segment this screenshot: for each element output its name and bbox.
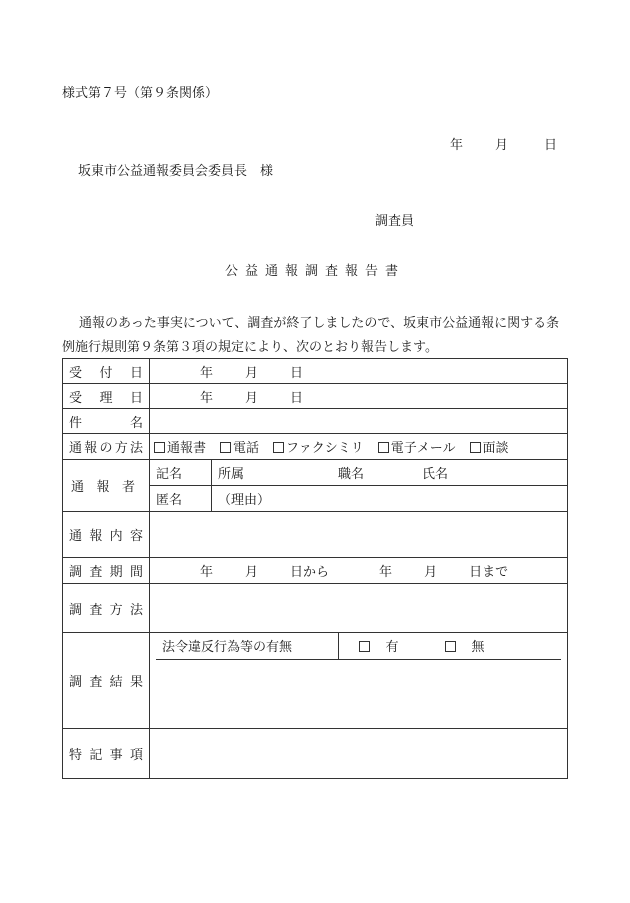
violation-yes[interactable]: 有 — [359, 640, 399, 655]
method-option-interview[interactable]: 面談 — [470, 441, 509, 456]
violation-question: 法令違反行為等の有無 — [156, 633, 338, 659]
violation-options — [338, 633, 561, 659]
named-fields[interactable]: 所属 職名 氏名 — [212, 460, 568, 486]
date-day: 日 — [544, 138, 558, 153]
notes-field[interactable] — [150, 729, 568, 779]
notes-label: 特記事項 — [63, 729, 150, 779]
subject-field[interactable] — [150, 409, 568, 434]
investigator-label: 調査員 — [375, 214, 415, 229]
row-result — [63, 633, 568, 729]
accepted-date[interactable]: 年 月 日 — [150, 384, 568, 409]
document-title: 公益通報調査報告書 — [224, 264, 405, 279]
subject-label: 件名 — [63, 409, 150, 434]
report-table — [62, 358, 568, 779]
checkbox-icon[interactable] — [445, 641, 456, 652]
form-number: 様式第７号（第９条関係） — [62, 86, 219, 101]
result-detail-field[interactable] — [156, 659, 561, 727]
method-option-phone[interactable]: 電話 — [220, 441, 259, 456]
row-subject — [63, 409, 568, 434]
named-label: 記名 — [150, 460, 212, 486]
content-field[interactable] — [150, 512, 568, 558]
intro-text: 通報のあった事実について、調査が終了しましたので、坂東市公益通報に関する条例施行規則第９条第３項の規定により、次のとおり報告します。 — [62, 316, 560, 355]
reporter-label: 通報者 — [63, 460, 150, 512]
result-cell — [150, 633, 568, 729]
accepted-label: 受理日 — [63, 384, 150, 409]
result-inner-table — [156, 633, 561, 727]
checkbox-icon[interactable] — [220, 442, 231, 453]
row-inv-method — [63, 584, 568, 633]
date-line — [450, 134, 557, 153]
method-label: 通報の方法 — [63, 434, 150, 460]
anonymous-reason[interactable]: （理由） — [212, 486, 568, 512]
date-month: 月 — [495, 138, 509, 153]
method-option-fax[interactable]: ファクシミリ — [273, 441, 364, 456]
row-notes — [63, 729, 568, 779]
checkbox-icon[interactable] — [378, 442, 389, 453]
addressee: 坂東市公益通報委員会委員長 様 — [78, 164, 274, 179]
content-label: 通報内容 — [63, 512, 150, 558]
inv-method-field[interactable] — [150, 584, 568, 633]
checkbox-icon[interactable] — [154, 442, 165, 453]
received-date[interactable]: 年 月 日 — [150, 359, 568, 384]
inv-method-label: 調査方法 — [63, 584, 150, 633]
date-year: 年 — [450, 138, 464, 153]
checkbox-icon[interactable] — [273, 442, 284, 453]
violation-no[interactable]: 無 — [445, 640, 485, 655]
row-received — [63, 359, 568, 384]
result-label: 調査結果 — [63, 633, 150, 729]
checkbox-icon[interactable] — [470, 442, 481, 453]
received-label: 受付日 — [63, 359, 150, 384]
period-field[interactable]: 年 月 日から 年 月 日まで — [150, 558, 568, 584]
row-method — [63, 434, 568, 460]
method-options — [150, 434, 568, 460]
row-period — [63, 558, 568, 584]
anonymous-label: 匿名 — [150, 486, 212, 512]
method-option-letter[interactable]: 通報書 — [154, 441, 206, 456]
row-accepted — [63, 384, 568, 409]
period-label: 調査期間 — [63, 558, 150, 584]
method-option-email[interactable]: 電子メール — [378, 441, 456, 456]
row-reporter-named — [63, 460, 568, 486]
row-content — [63, 512, 568, 558]
checkbox-icon[interactable] — [359, 641, 370, 652]
